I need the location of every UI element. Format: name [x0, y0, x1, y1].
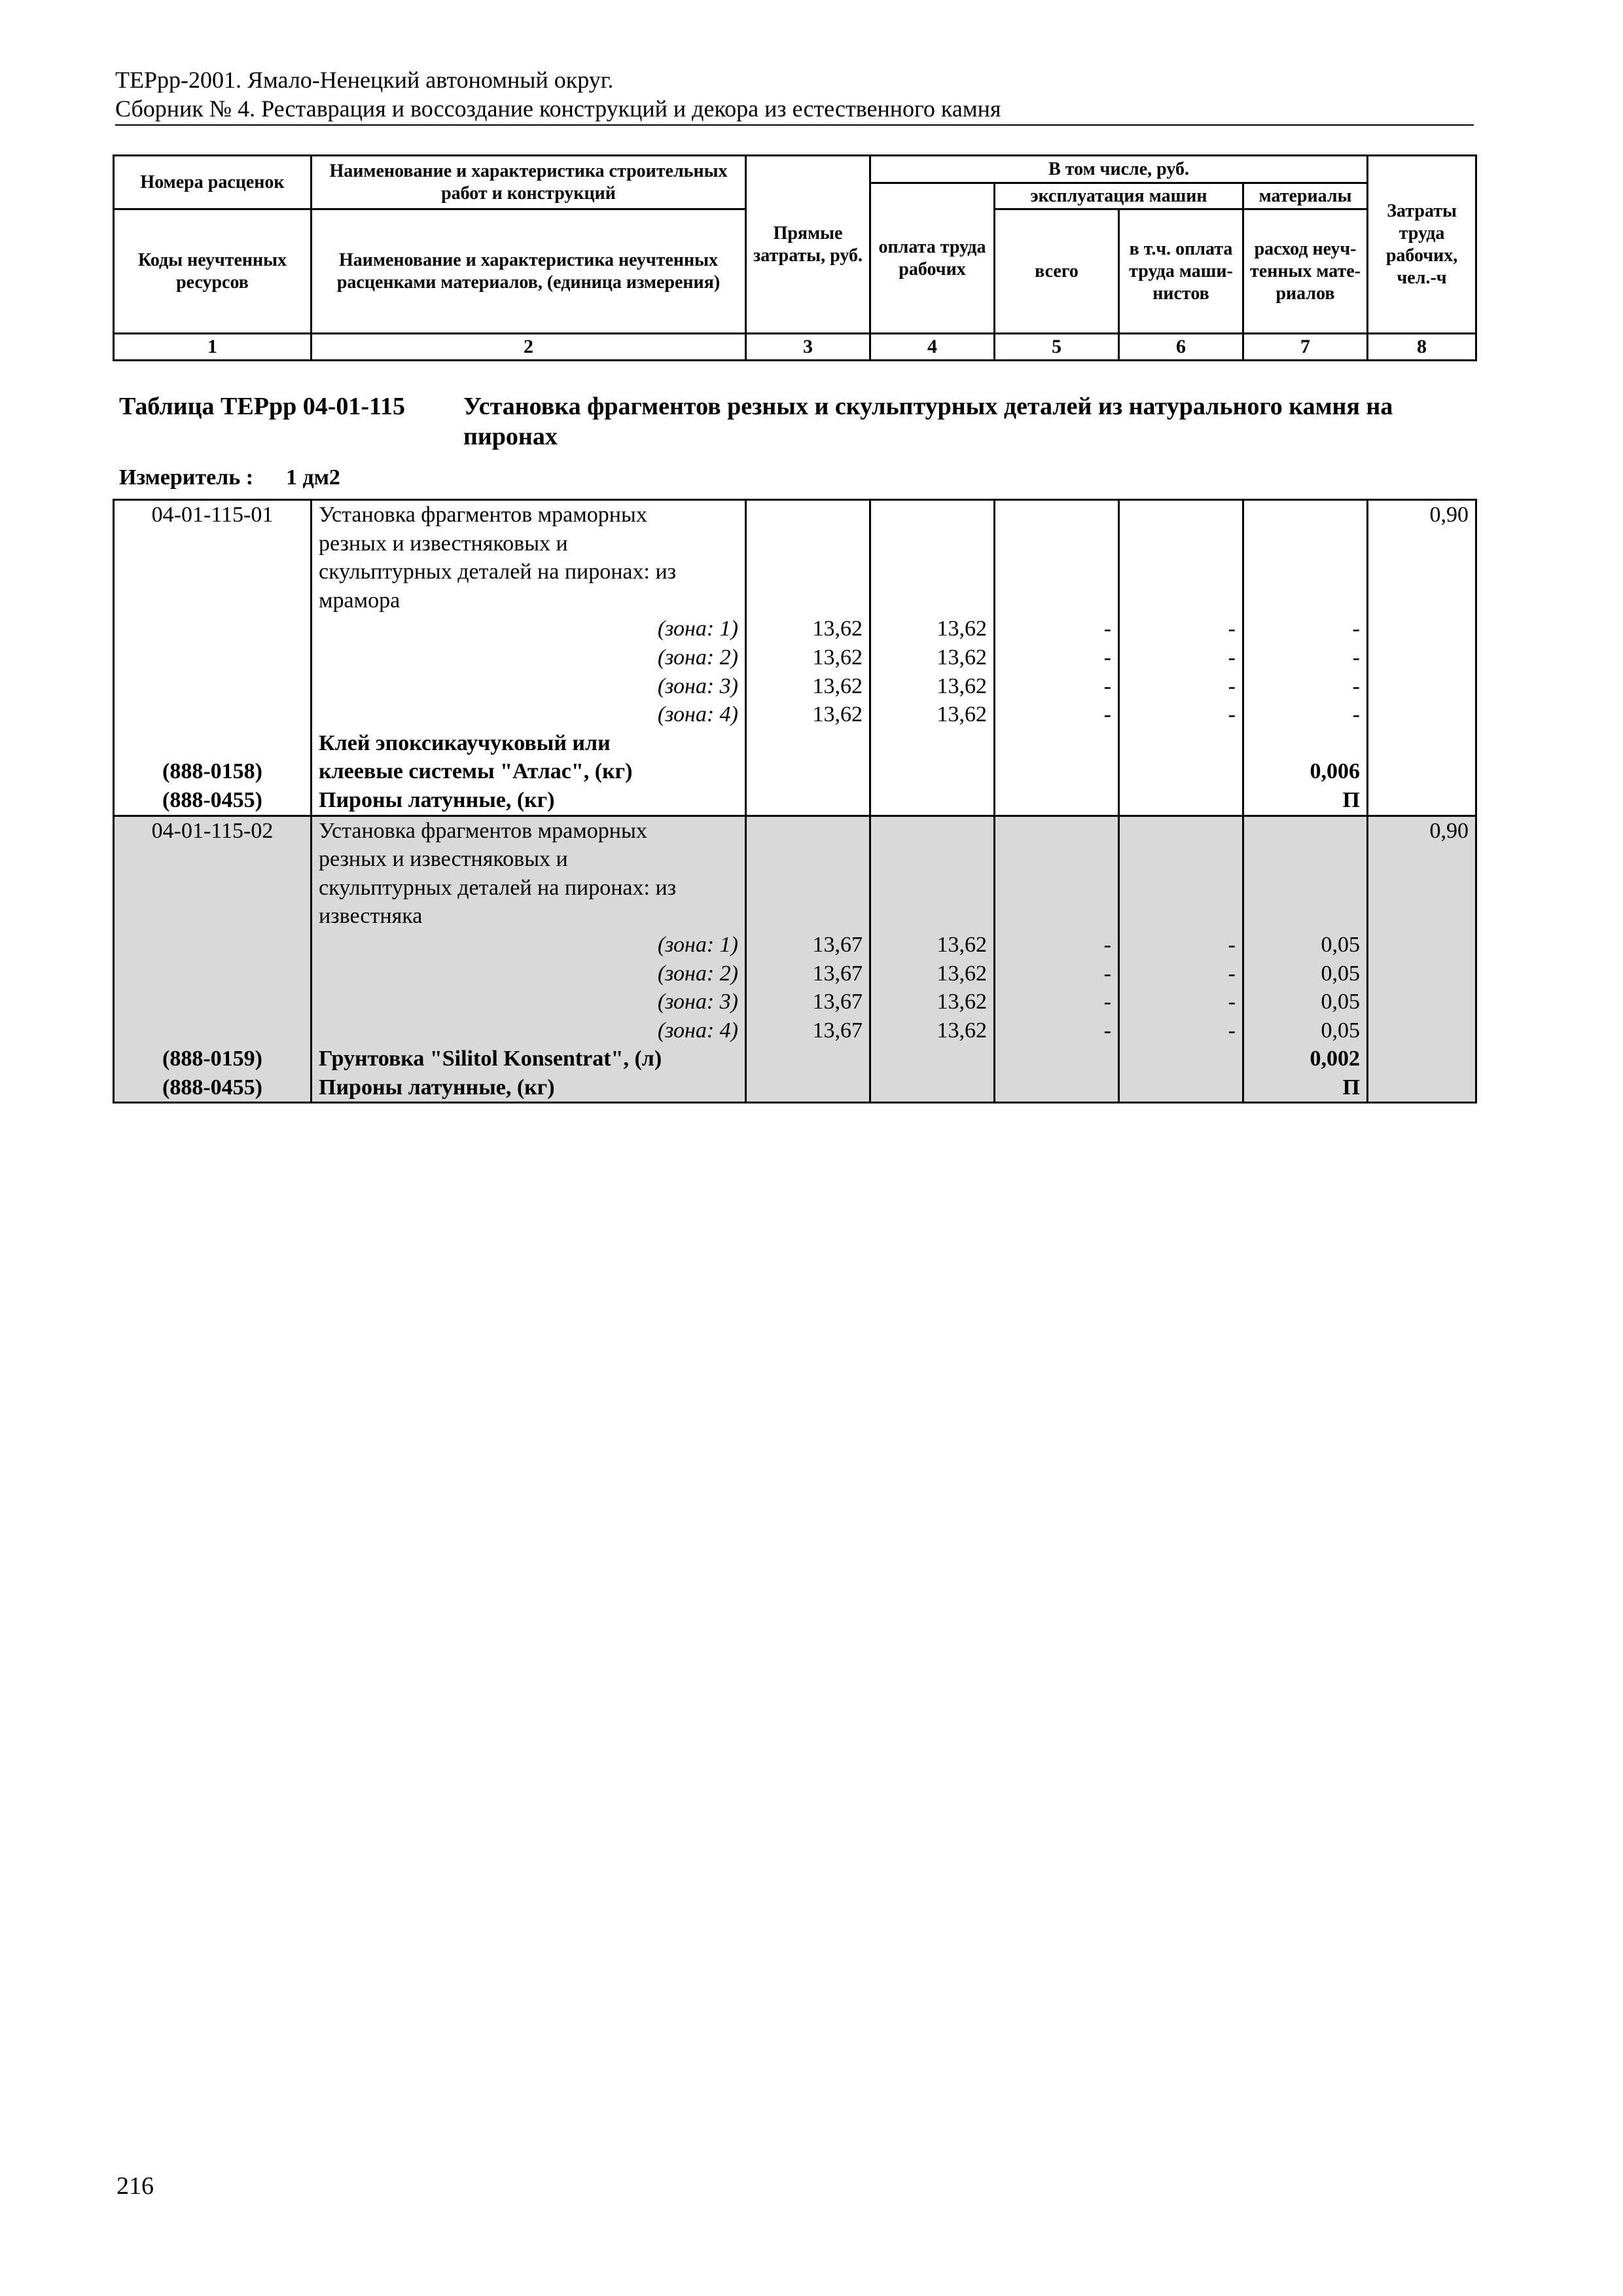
zone-label: (зона: 1): [312, 615, 746, 643]
table-row: [114, 816, 1476, 845]
empty-cell: [746, 558, 870, 586]
machine-total: -: [995, 988, 1119, 1016]
empty-cell: [1119, 729, 1243, 758]
zone-label: (зона: 3): [312, 672, 746, 701]
empty-cell: [995, 500, 1119, 529]
empty-cell: [1243, 558, 1368, 586]
empty-cell: [995, 902, 1119, 931]
empty-cell: [746, 586, 870, 615]
zone-label: (зона: 4): [312, 1016, 746, 1045]
header-material-name: Наименование и характеристика неучтенных расценками материалов, (единица измерения): [312, 209, 746, 334]
table-row: [114, 558, 1476, 586]
column-number: 3: [746, 334, 870, 361]
machine-total: -: [995, 960, 1119, 988]
empty-cell: [870, 586, 995, 615]
empty-cell: [1243, 529, 1368, 558]
empty-cell: [1368, 729, 1476, 758]
resource-name: Пироны латунные, (кг): [312, 1073, 746, 1103]
table-row: [114, 672, 1476, 701]
labor-pay: 13,62: [870, 700, 995, 729]
machinist-pay: -: [1119, 1016, 1243, 1045]
table-title-text: Установка фрагментов резных и скульптурных деталей из натурального камня на пиронах: [463, 393, 1393, 450]
empty-cell: [746, 1045, 870, 1073]
direct-costs: 13,62: [746, 615, 870, 643]
resource-code: (888-0455): [114, 786, 312, 816]
direct-costs: 13,67: [746, 1016, 870, 1045]
resource-code: (888-0455): [114, 1073, 312, 1103]
empty-cell: [1243, 845, 1368, 874]
header-machine-ops: эксплуатация машин: [995, 183, 1243, 209]
rate-description: Установка фрагментов мраморных: [312, 816, 746, 845]
empty-cell: [114, 529, 312, 558]
empty-cell: [995, 845, 1119, 874]
empty-cell: [1368, 874, 1476, 903]
empty-cell: [1368, 757, 1476, 786]
empty-cell: [114, 672, 312, 701]
table-row: [114, 786, 1476, 816]
table-row: [114, 874, 1476, 903]
empty-cell: [114, 643, 312, 672]
material-cost: -: [1243, 672, 1368, 701]
labor-pay: 13,62: [870, 931, 995, 960]
resource-name: Грунтовка "Silitol Konsentrat", (л): [312, 1045, 746, 1073]
zone-label: (зона: 2): [312, 960, 746, 988]
labor-costs: 0,90: [1368, 816, 1476, 845]
machinist-pay: -: [1119, 988, 1243, 1016]
empty-cell: [1368, 988, 1476, 1016]
empty-cell: [746, 529, 870, 558]
machinist-pay: -: [1119, 672, 1243, 701]
table-row: [114, 729, 1476, 758]
zone-label: (зона: 3): [312, 988, 746, 1016]
empty-cell: [114, 558, 312, 586]
rates-table: [113, 499, 1477, 1103]
empty-cell: [870, 558, 995, 586]
empty-cell: [1119, 529, 1243, 558]
rate-description: мрамора: [312, 586, 746, 615]
empty-cell: [114, 1016, 312, 1045]
labor-pay: 13,62: [870, 672, 995, 701]
empty-cell: [995, 1073, 1119, 1103]
empty-cell: [995, 757, 1119, 786]
empty-cell: [114, 729, 312, 758]
resource-name: Пироны латунные, (кг): [312, 786, 746, 816]
empty-cell: [995, 529, 1119, 558]
empty-cell: [114, 988, 312, 1016]
empty-cell: [1119, 586, 1243, 615]
table-row: [114, 643, 1476, 672]
header-unaccounted-usage: расход неуч-тенных мате-риалов: [1243, 209, 1368, 334]
column-number: 7: [1243, 334, 1368, 361]
empty-cell: [1119, 500, 1243, 529]
empty-cell: [870, 902, 995, 931]
resource-usage: 0,002: [1243, 1045, 1368, 1073]
empty-cell: [746, 786, 870, 816]
empty-cell: [746, 729, 870, 758]
column-number: 8: [1368, 334, 1476, 361]
empty-cell: [746, 500, 870, 529]
empty-cell: [1368, 1016, 1476, 1045]
empty-cell: [1119, 786, 1243, 816]
empty-cell: [870, 1073, 995, 1103]
page-number: 216: [116, 2172, 154, 2200]
empty-cell: [746, 902, 870, 931]
column-header-table: [113, 154, 1477, 361]
rate-description: резных и известняковых и: [312, 845, 746, 874]
header-rule: [115, 124, 1474, 126]
table-row: [114, 1045, 1476, 1073]
empty-cell: [746, 874, 870, 903]
table-row: [114, 529, 1476, 558]
unit-of-measure: [119, 465, 340, 491]
empty-cell: [114, 931, 312, 960]
header-machine-total: всего: [995, 209, 1119, 334]
table-row: [114, 902, 1476, 931]
machine-total: -: [995, 615, 1119, 643]
machine-total: -: [995, 700, 1119, 729]
direct-costs: 13,67: [746, 988, 870, 1016]
rate-description: скульптурных деталей на пиронах: из: [312, 874, 746, 903]
zone-label: (зона: 1): [312, 931, 746, 960]
table-row: [114, 988, 1476, 1016]
header-direct-costs: Прямые затраты, руб.: [746, 156, 870, 334]
empty-cell: [114, 874, 312, 903]
resource-name: Клей эпоксикаучуковый или: [312, 729, 746, 758]
empty-cell: [870, 757, 995, 786]
labor-pay: 13,62: [870, 988, 995, 1016]
empty-cell: [995, 1045, 1119, 1073]
machine-total: -: [995, 931, 1119, 960]
header-including: В том числе, руб.: [870, 156, 1368, 183]
machinist-pay: -: [1119, 960, 1243, 988]
machinist-pay: -: [1119, 931, 1243, 960]
machinist-pay: -: [1119, 700, 1243, 729]
empty-cell: [995, 786, 1119, 816]
material-cost: -: [1243, 643, 1368, 672]
labor-pay: 13,62: [870, 960, 995, 988]
zone-label: (зона: 2): [312, 643, 746, 672]
empty-cell: [1119, 558, 1243, 586]
labor-pay: 13,62: [870, 615, 995, 643]
header-work-name: Наименование и характеристика строительных работ и конструкций: [312, 156, 746, 209]
empty-cell: [1368, 902, 1476, 931]
rate-description: известняка: [312, 902, 746, 931]
empty-cell: [870, 816, 995, 845]
empty-cell: [114, 902, 312, 931]
table-row: [114, 931, 1476, 960]
direct-costs: 13,67: [746, 931, 870, 960]
table-row: [114, 700, 1476, 729]
empty-cell: [114, 845, 312, 874]
table-row: [114, 960, 1476, 988]
machine-total: -: [995, 672, 1119, 701]
labor-pay: 13,62: [870, 643, 995, 672]
empty-cell: [870, 874, 995, 903]
machinist-pay: -: [1119, 643, 1243, 672]
machine-total: -: [995, 1016, 1119, 1045]
document-header-line-1: ТЕРрр-2001. Ямало-Ненецкий автономный округ.: [115, 67, 614, 93]
material-cost: -: [1243, 700, 1368, 729]
table-row: [114, 1016, 1476, 1045]
empty-cell: [114, 586, 312, 615]
empty-cell: [1243, 586, 1368, 615]
unit-label: Измеритель :: [119, 465, 254, 490]
material-cost: 0,05: [1243, 931, 1368, 960]
empty-cell: [870, 786, 995, 816]
rate-description: резных и известняковых и: [312, 529, 746, 558]
empty-cell: [746, 845, 870, 874]
empty-cell: [1243, 500, 1368, 529]
column-number: 2: [312, 334, 746, 361]
material-cost: 0,05: [1243, 1016, 1368, 1045]
empty-cell: [1119, 1045, 1243, 1073]
empty-cell: [1368, 931, 1476, 960]
empty-cell: [114, 700, 312, 729]
empty-cell: [1243, 729, 1368, 758]
resource-name: клеевые системы "Атлас", (кг): [312, 757, 746, 786]
empty-cell: [1368, 1045, 1476, 1073]
header-resource-codes: Коды неучтенных ресурсов: [114, 209, 312, 334]
rate-code: 04-01-115-01: [114, 500, 312, 529]
machinist-pay: -: [1119, 615, 1243, 643]
direct-costs: 13,62: [746, 672, 870, 701]
empty-cell: [746, 1073, 870, 1103]
column-number: 5: [995, 334, 1119, 361]
empty-cell: [1119, 845, 1243, 874]
table-label: Таблица ТЕРрр 04-01-115: [119, 393, 405, 420]
resource-code: (888-0158): [114, 757, 312, 786]
column-number: 6: [1119, 334, 1243, 361]
empty-cell: [1368, 643, 1476, 672]
header-rate-numbers: Номера расценок: [114, 156, 312, 209]
resource-usage: 0,006: [1243, 757, 1368, 786]
material-cost: 0,05: [1243, 988, 1368, 1016]
column-number: 1: [114, 334, 312, 361]
labor-costs: 0,90: [1368, 500, 1476, 529]
direct-costs: 13,62: [746, 643, 870, 672]
empty-cell: [1119, 874, 1243, 903]
empty-cell: [1243, 816, 1368, 845]
empty-cell: [870, 1045, 995, 1073]
header-labor-pay: оплата труда рабочих: [870, 183, 995, 334]
empty-cell: [1243, 874, 1368, 903]
direct-costs: 13,62: [746, 700, 870, 729]
empty-cell: [1368, 786, 1476, 816]
machine-total: -: [995, 643, 1119, 672]
empty-cell: [995, 558, 1119, 586]
document-header-line-2: Сборник № 4. Реставрация и воссоздание конструкций и декора из естественного камня: [115, 96, 1001, 122]
empty-cell: [1119, 902, 1243, 931]
empty-cell: [870, 500, 995, 529]
material-cost: 0,05: [1243, 960, 1368, 988]
empty-cell: [1368, 700, 1476, 729]
empty-cell: [995, 729, 1119, 758]
empty-cell: [1368, 672, 1476, 701]
empty-cell: [870, 729, 995, 758]
empty-cell: [1368, 845, 1476, 874]
empty-cell: [995, 586, 1119, 615]
table-row: [114, 1073, 1476, 1103]
empty-cell: [1119, 1073, 1243, 1103]
resource-usage: П: [1243, 786, 1368, 816]
zone-label: (зона: 4): [312, 700, 746, 729]
table-row: [114, 586, 1476, 615]
header-machinist-pay: в т.ч. оплата труда маши-нистов: [1119, 209, 1243, 334]
empty-cell: [114, 960, 312, 988]
empty-cell: [746, 816, 870, 845]
empty-cell: [114, 615, 312, 643]
empty-cell: [746, 757, 870, 786]
table-row: [114, 615, 1476, 643]
material-cost: -: [1243, 615, 1368, 643]
empty-cell: [995, 874, 1119, 903]
empty-cell: [1368, 586, 1476, 615]
unit-value: 1 дм2: [286, 465, 340, 490]
table-row: [114, 500, 1476, 529]
empty-cell: [1368, 558, 1476, 586]
empty-cell: [1368, 615, 1476, 643]
empty-cell: [1119, 816, 1243, 845]
rate-description: Установка фрагментов мраморных: [312, 500, 746, 529]
resource-code: (888-0159): [114, 1045, 312, 1073]
rate-code: 04-01-115-02: [114, 816, 312, 845]
labor-pay: 13,62: [870, 1016, 995, 1045]
empty-cell: [1119, 757, 1243, 786]
header-materials: материалы: [1243, 183, 1368, 209]
column-number: 4: [870, 334, 995, 361]
table-row: [114, 845, 1476, 874]
resource-usage: П: [1243, 1073, 1368, 1103]
empty-cell: [1368, 1073, 1476, 1103]
empty-cell: [1368, 960, 1476, 988]
direct-costs: 13,67: [746, 960, 870, 988]
empty-cell: [870, 845, 995, 874]
empty-cell: [870, 529, 995, 558]
empty-cell: [1368, 529, 1476, 558]
table-row: [114, 757, 1476, 786]
empty-cell: [1243, 902, 1368, 931]
rate-description: скульптурных деталей на пиронах: из: [312, 558, 746, 586]
header-labor-costs: Затраты труда рабочих, чел.-ч: [1368, 156, 1476, 334]
empty-cell: [995, 816, 1119, 845]
